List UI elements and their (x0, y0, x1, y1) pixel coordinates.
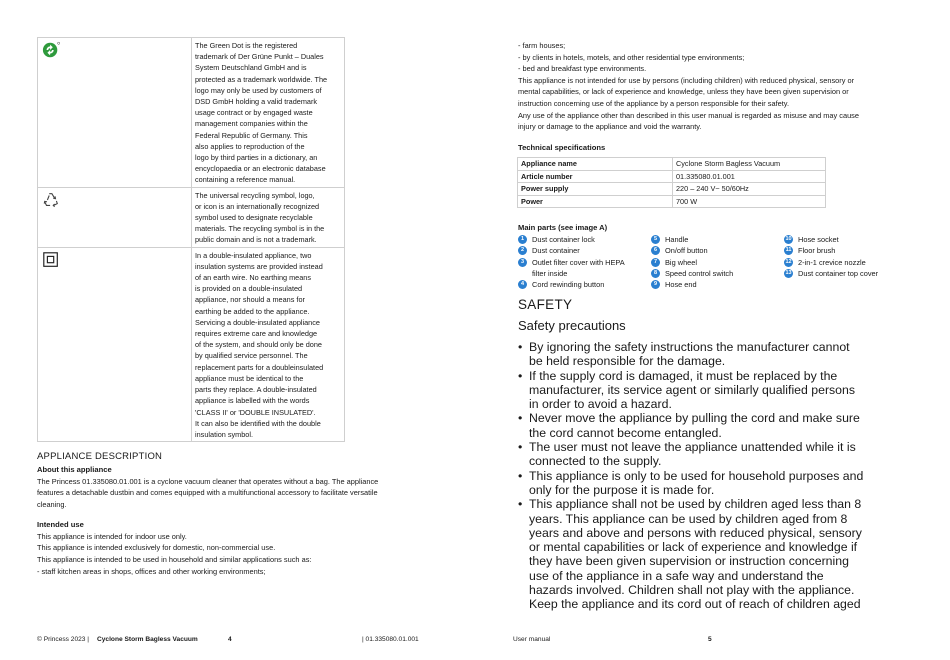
list-item (518, 411, 913, 440)
intro-line: - bed and breakfast type environments. (518, 64, 647, 74)
text-line: logo may only be used by customers of (195, 85, 322, 95)
intro-line: mental capabilities, or lack of experience and knowledge, unless they have been given supervision or (518, 87, 849, 97)
list-item (518, 369, 913, 412)
text-line: appliance, nor should a means for (195, 295, 305, 305)
intro-line: - farm houses; (518, 41, 566, 50)
text-line: appliance is labelled with the words (195, 396, 310, 406)
text-line: by qualified service personnel. The (195, 351, 308, 361)
bullet-line: connected to the supply. (529, 454, 662, 469)
bullet-icon: • (518, 497, 523, 512)
part-number-badge: 8 (651, 269, 660, 278)
part-number-badge: 11 (785, 247, 792, 254)
symbols-table (37, 37, 345, 442)
list-item (518, 234, 625, 245)
text-line: of the system, and should only be done (195, 340, 322, 350)
bullet-icon: • (518, 368, 523, 383)
intro-line: instruction concerning use of the appliance by a person responsible for their safety. (518, 98, 790, 108)
safety-heading: SAFETY (518, 297, 573, 312)
part-label: Handle (665, 235, 689, 244)
footer-article-number: | 01.335080.01.001 (362, 636, 419, 643)
bullet-icon: • (518, 340, 523, 354)
part-label: Outlet filter cover with HEPA (532, 257, 625, 267)
bullet-line: use of the appliance in a safe way and understand the (529, 568, 824, 583)
text-line: usage contract or by engaged waste (195, 108, 313, 118)
symbol-text-recycling (192, 187, 345, 247)
intro-line: This appliance is not intended for use by persons (including children) with reduced physical, sensory or (518, 75, 855, 85)
text-line: symbol used to designate recyclable (195, 213, 313, 223)
symbol-row-recycling (38, 187, 345, 247)
footer-user-manual: User manual (513, 636, 551, 643)
text-line: protected as a trademark worldwide. The (195, 74, 328, 84)
table-row (518, 183, 826, 196)
part-number-badge: 4 (518, 280, 527, 289)
part-number-badge: 6 (651, 246, 660, 255)
footer-page-number-right: 5 (708, 636, 712, 643)
intro-line: - by clients in hotels, motels, and other residential type environments; (518, 52, 745, 62)
list-item (518, 245, 625, 256)
intended-line: - staff kitchen areas in shops, offices and other working environments; (37, 566, 266, 576)
text-line: trademark of Der Grüne Punkt – Duales (195, 52, 324, 62)
bullet-line: manufacturer, its service agent or similarly qualified persons (529, 382, 856, 397)
spec-value: 220 – 240 V~ 50/60Hz (673, 183, 826, 196)
bullet-line: This appliance is only to be used for household purposes and (529, 468, 864, 483)
intro-line: injury or damage to the appliance and void the warranty. (518, 122, 702, 132)
list-item (651, 279, 733, 290)
text-line: is provided on a double-insulated (195, 284, 303, 294)
list-item (651, 268, 733, 279)
text-line: also applies to reproduction of the (195, 141, 305, 151)
intended-line: This appliance is intended exclusively for domestic, non-commercial use. (37, 543, 276, 553)
bullet-line: be held responsible for the damage. (529, 354, 726, 369)
text-line: or icon is an internationally recognized (195, 201, 320, 211)
symbol-text-green-dot (192, 38, 345, 188)
part-number-badge: 12 (785, 258, 792, 265)
main-parts-heading: Main parts (see image A) (518, 223, 608, 232)
text-line: Federal Republic of Germany. This (195, 130, 308, 140)
part-label: On/off button (665, 246, 708, 256)
bullet-line: hazards involved. Children shall not play with the appliance. (529, 583, 855, 598)
text-line: insulation systems are provided instead (195, 261, 323, 271)
right-page (475, 0, 950, 660)
bullet-line: they have been given supervision or instruction concerning (529, 554, 849, 569)
part-label: Dust container lock (532, 235, 595, 244)
bullet-line: This appliance shall not be used by children aged less than 8 (529, 497, 862, 512)
list-item (784, 245, 878, 256)
text-line: It can also be identified with the double (195, 418, 321, 428)
part-label: Dust container top cover (798, 268, 879, 278)
part-label: Big wheel (665, 257, 698, 267)
part-number-badge: 7 (651, 258, 660, 267)
parts-column-2 (651, 234, 733, 290)
appliance-description-heading: APPLIANCE DESCRIPTION (37, 451, 163, 462)
bullet-line: The user must not leave the appliance unattended while it is (529, 440, 856, 455)
spec-value: 700 W (673, 195, 826, 208)
symbol-icon-cell (38, 38, 192, 188)
list-item (518, 279, 625, 290)
text-line: Servicing a double-insulated appliance (195, 317, 320, 327)
part-number-badge: 5 (651, 235, 660, 244)
part-label: Floor brush (798, 246, 836, 256)
symbol-icon-cell (38, 247, 192, 441)
spec-label: Power (518, 195, 673, 208)
bullet-icon: • (518, 468, 523, 483)
intended-line: This appliance is intended to be used in household and similar applications such as: (37, 554, 312, 564)
part-number-badge: 1 (518, 235, 527, 244)
text-line: management companies within the (195, 119, 308, 129)
text-line: insulation symbol. (195, 429, 253, 439)
text-line: logo by third parties in a dictionary, an (195, 153, 318, 163)
part-label: Cord rewinding button (532, 280, 605, 290)
list-item (518, 497, 913, 611)
spec-value: Cyclone Storm Bagless Vacuum (673, 158, 826, 171)
parts-column-3 (784, 234, 878, 279)
symbol-icon-cell (38, 187, 192, 247)
text-line: The universal recycling symbol, logo, (195, 190, 315, 200)
text-line: parts they replace. A double-insulated (195, 385, 317, 395)
list-item (518, 469, 913, 498)
text-line: 'CLASS II' or 'DOUBLE INSULATED'. (195, 407, 316, 417)
tech-specs-heading: Technical specifications (518, 143, 606, 152)
bullet-line: years. This appliance can be used by children aged from 8 (529, 511, 848, 526)
symbol-row-green-dot (38, 38, 345, 188)
green-dot-icon (42, 41, 60, 59)
list-item (651, 234, 733, 245)
part-number-badge: 3 (518, 258, 527, 267)
text-line: requires extreme care and knowledge (195, 329, 318, 339)
part-label: Hose socket (798, 235, 839, 244)
bullet-line: only for the purpose it is made for. (529, 482, 715, 497)
bullet-line: in order to avoid a hazard. (529, 397, 672, 412)
spec-label: Appliance name (518, 158, 673, 171)
part-number-badge: 2 (518, 246, 527, 255)
bullet-line: the cord cannot become entangled. (529, 425, 722, 440)
appliance-description-section (37, 451, 437, 577)
part-label: Hose end (665, 280, 697, 290)
spec-label: Article number (518, 170, 673, 183)
intro-line: Any use of the appliance other than described in this user manual is regarded as misuse and may cause (518, 110, 859, 120)
part-number-badge: 13 (785, 269, 792, 276)
text-line: of an earth wire. No earthing means (195, 273, 312, 283)
bullet-line: years and above and persons with reduced physical, sensory (529, 525, 862, 540)
table-row (518, 170, 826, 183)
text-line: DSD GmbH holding a valid trademark (195, 97, 318, 107)
text-line: earthing be added to the appliance. (195, 306, 310, 316)
about-line: cleaning. (37, 499, 67, 509)
bullet-line: or mental capabilities or lack of experience and knowledge if (529, 540, 858, 555)
text-line: The Green Dot is the registered (195, 41, 298, 50)
bullet-line: Never move the appliance by pulling the cord and make sure (529, 411, 860, 426)
bullet-line: Keep the appliance and its cord out of reach of children aged (529, 597, 861, 612)
table-row (518, 158, 826, 171)
list-item (784, 234, 878, 245)
list-item (784, 257, 878, 268)
tech-specs-table (517, 157, 826, 208)
intended-use-continued (518, 40, 918, 133)
text-line: materials. The recycling symbol is in the (195, 224, 325, 234)
text-line: appliance must be identical to the (195, 373, 304, 383)
footer-product: Cyclone Storm Bagless Vacuum (97, 636, 198, 643)
text-line: public domain and is not a trademark. (195, 235, 317, 245)
symbol-row-double-insulated (38, 247, 345, 441)
footer-page-number-left: 4 (228, 636, 232, 643)
safety-bullets (518, 340, 913, 612)
safety-precautions-heading: Safety precautions (518, 318, 626, 333)
about-line: features a detachable dustbin and comes equipped with a multifunctional accessory to facilitate versatile (37, 488, 378, 498)
about-heading: About this appliance (37, 465, 112, 474)
list-item (518, 257, 625, 280)
text-line: In a double-insulated appliance, two (195, 250, 312, 260)
list-item (784, 268, 878, 279)
list-item (651, 245, 733, 256)
part-label: Dust container (532, 246, 580, 256)
part-number-badge: 9 (651, 280, 660, 289)
intended-line: This appliance is intended for indoor use only. (37, 531, 187, 541)
intended-use-heading: Intended use (37, 520, 84, 530)
part-label: Speed control switch (665, 268, 734, 278)
text-line: containing a reference manual. (195, 175, 296, 185)
bullet-line: By ignoring the safety instructions the manufacturer cannot (529, 340, 850, 354)
bullet-line: If the supply cord is damaged, it must be replaced by the (529, 368, 838, 383)
footer-copyright: © Princess 2023 | (37, 636, 90, 643)
list-item (651, 257, 733, 268)
text-line: System Deutschland GmbH and is (195, 63, 307, 73)
bullet-icon: • (518, 440, 523, 455)
text-line: encyclopaedia or an electronic database (195, 164, 326, 174)
bullet-icon: • (518, 411, 523, 426)
recycling-icon (42, 191, 60, 209)
double-insulated-icon (42, 251, 60, 269)
about-line: The Princess 01.335080.01.001 is a cyclone vacuum cleaner that operates without a bag. The appliance (37, 476, 379, 486)
part-label: filter inside (532, 268, 568, 278)
symbol-text-double-insulated (192, 247, 345, 441)
table-row (518, 195, 826, 208)
part-number-badge: 10 (785, 236, 792, 242)
list-item (518, 340, 913, 369)
spec-value: 01.335080.01.001 (673, 170, 826, 183)
parts-column-1 (518, 234, 625, 290)
part-label: 2-in-1 crevice nozzle (798, 257, 866, 267)
text-line: replacement parts for a doubleinsulated (195, 362, 324, 372)
list-item (518, 440, 913, 469)
spec-label: Power supply (518, 183, 673, 196)
